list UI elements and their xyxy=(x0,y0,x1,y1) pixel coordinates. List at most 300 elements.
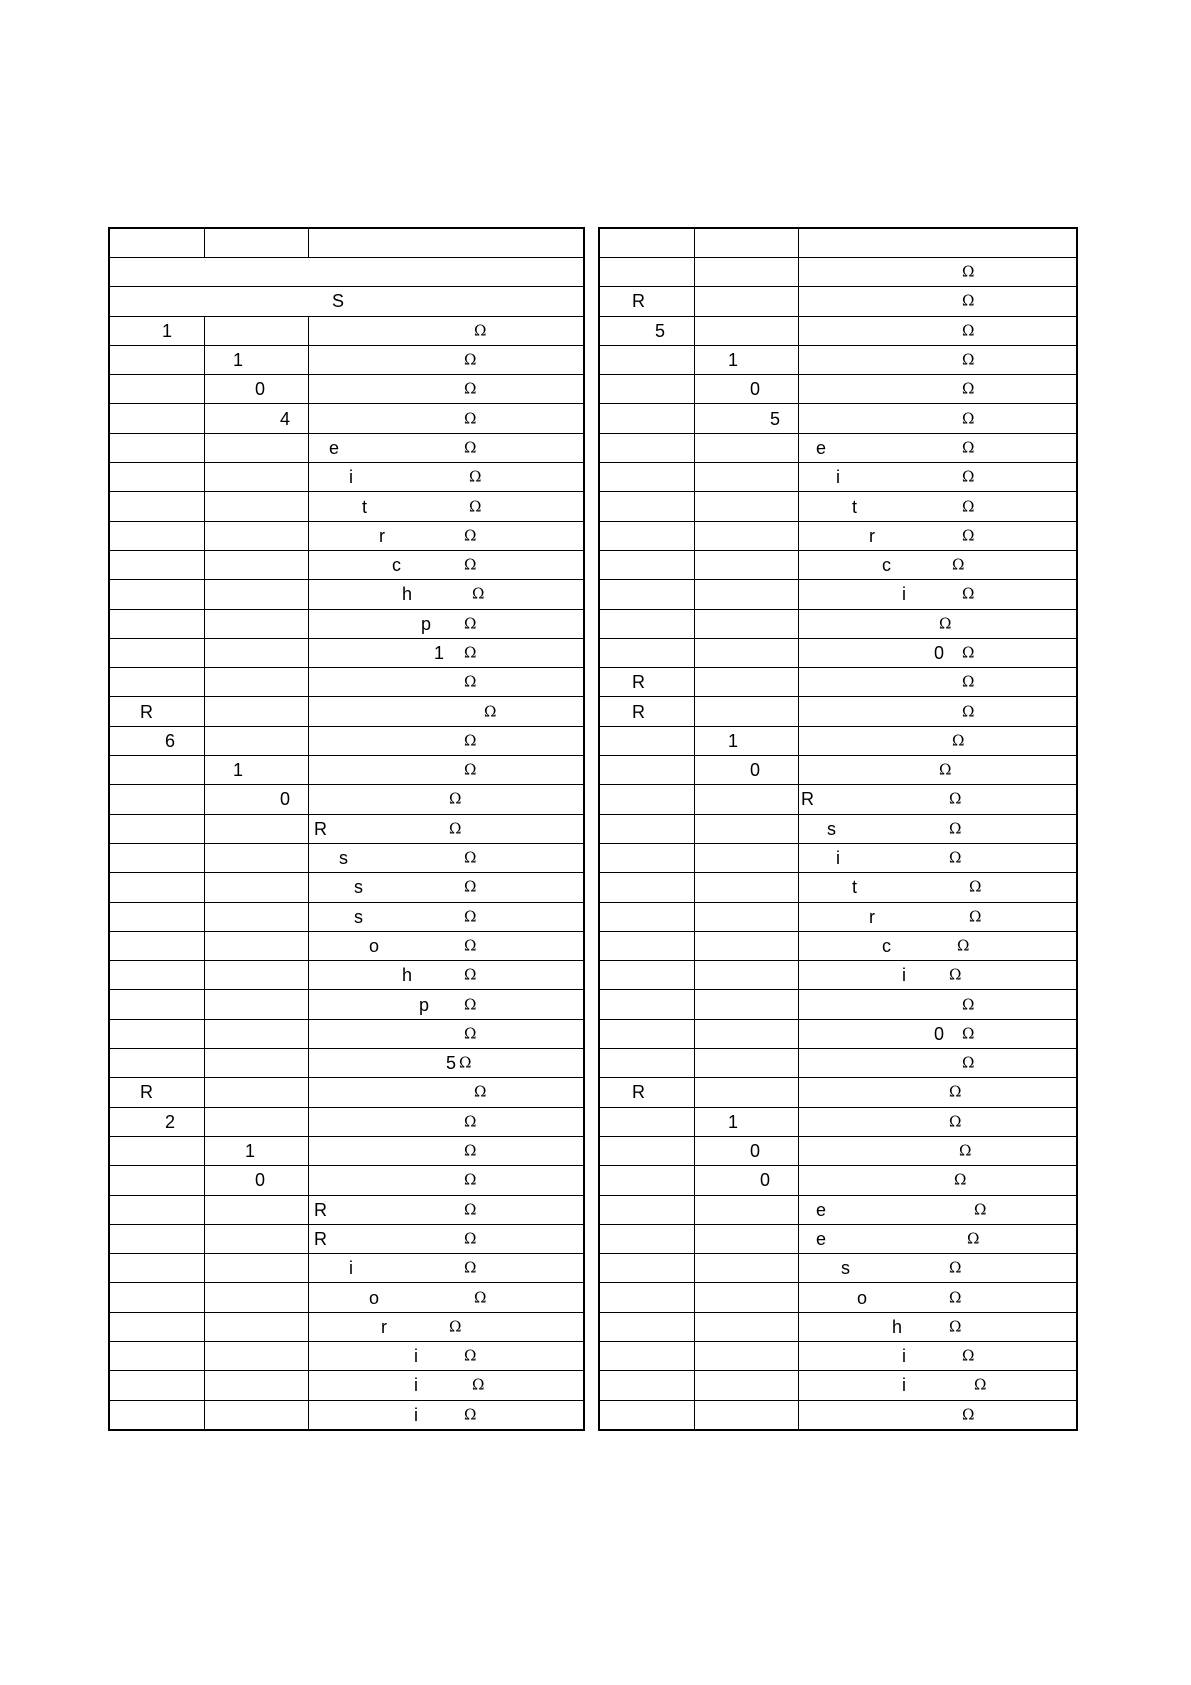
omega-unit-symbol: Ω xyxy=(962,1405,975,1424)
cell-text: 1 xyxy=(728,350,739,371)
left-row-32-c3 xyxy=(309,1166,583,1194)
omega-unit-symbol: Ω xyxy=(949,848,962,867)
cell-text: R xyxy=(632,1082,645,1103)
right-row-2-c2 xyxy=(695,287,799,315)
cell-text: c xyxy=(882,935,891,956)
left-row-28-c2 xyxy=(205,1049,309,1077)
left-row-29 xyxy=(110,1077,583,1106)
left-row-15 xyxy=(110,667,583,696)
right-row-21 xyxy=(600,843,1076,872)
left-row-14-c2 xyxy=(205,639,309,667)
omega-unit-symbol: Ω xyxy=(464,643,477,662)
cell-text: 0 xyxy=(255,379,266,400)
left-row-2 xyxy=(110,286,583,315)
right-row-31-c3 xyxy=(799,1137,1076,1165)
right-row-11 xyxy=(600,550,1076,579)
left-row-38-c3 xyxy=(309,1342,583,1370)
right-row-13-c3 xyxy=(799,610,1076,638)
left-row-33 xyxy=(110,1195,583,1224)
left-row-20-c3 xyxy=(309,815,583,843)
cell-text: 0 xyxy=(750,379,761,400)
left-row-22-c2 xyxy=(205,873,309,901)
left-row-30-c3 xyxy=(309,1108,583,1136)
cell-text: 1 xyxy=(245,1141,256,1162)
left-row-20 xyxy=(110,814,583,843)
left-row-19-c2 xyxy=(205,785,309,813)
right-row-11-c2 xyxy=(695,551,799,579)
cell-text: R xyxy=(314,1199,327,1220)
left-row-38 xyxy=(110,1341,583,1370)
left-row-9-c1 xyxy=(110,492,205,520)
right-row-25-c3 xyxy=(799,961,1076,989)
cell-text: t xyxy=(362,496,368,517)
right-row-37-c1 xyxy=(600,1313,695,1341)
right-row-1-c3 xyxy=(799,258,1076,286)
cell-text: c xyxy=(392,555,401,576)
right-row-16-c2 xyxy=(695,697,799,725)
left-row-11 xyxy=(110,550,583,579)
right-row-10-c3 xyxy=(799,522,1076,550)
left-row-24-c3 xyxy=(309,932,583,960)
cell-text: h xyxy=(402,584,413,605)
left-row-39-c2 xyxy=(205,1371,309,1399)
left-row-29-c1 xyxy=(110,1078,205,1106)
right-row-16-c1 xyxy=(600,697,695,725)
omega-unit-symbol: Ω xyxy=(472,584,485,603)
right-row-30 xyxy=(600,1107,1076,1136)
right-row-17-c1 xyxy=(600,727,695,755)
right-row-20 xyxy=(600,814,1076,843)
right-row-21-c2 xyxy=(695,844,799,872)
omega-unit-symbol: Ω xyxy=(962,702,975,721)
right-row-12-c3 xyxy=(799,580,1076,608)
left-row-14 xyxy=(110,638,583,667)
left-row-11-c1 xyxy=(110,551,205,579)
cell-text: i xyxy=(902,965,906,986)
omega-unit-symbol: Ω xyxy=(464,965,477,984)
right-row-2-c3 xyxy=(799,287,1076,315)
right-row-28-c1 xyxy=(600,1049,695,1077)
right-row-39-c2 xyxy=(695,1371,799,1399)
left-row-29-c2 xyxy=(205,1078,309,1106)
omega-unit-symbol: Ω xyxy=(469,497,482,516)
cell-text: 5 xyxy=(655,320,666,341)
omega-unit-symbol: Ω xyxy=(962,1053,975,1072)
right-row-6-c1 xyxy=(600,404,695,432)
right-row-19-c1 xyxy=(600,785,695,813)
right-row-30-c2 xyxy=(695,1108,799,1136)
left-row-39-c3 xyxy=(309,1371,583,1399)
right-row-10-c1 xyxy=(600,522,695,550)
right-row-39-c1 xyxy=(600,1371,695,1399)
right-row-28 xyxy=(600,1048,1076,1077)
omega-unit-symbol: Ω xyxy=(949,789,962,808)
right-row-4-c1 xyxy=(600,346,695,374)
left-row-34-c1 xyxy=(110,1225,205,1253)
left-row-26-c1 xyxy=(110,990,205,1018)
right-row-15 xyxy=(600,667,1076,696)
omega-unit-symbol: Ω xyxy=(949,819,962,838)
left-row-10-c3 xyxy=(309,522,583,550)
right-row-7-c3 xyxy=(799,434,1076,462)
cell-text: 2 xyxy=(165,1111,176,1132)
right-row-18-c3 xyxy=(799,756,1076,784)
left-row-13-c2 xyxy=(205,610,309,638)
right-row-32-c2 xyxy=(695,1166,799,1194)
right-row-27-c3 xyxy=(799,1020,1076,1048)
left-row-14-c1 xyxy=(110,639,205,667)
omega-unit-symbol: Ω xyxy=(464,1200,477,1219)
omega-unit-symbol: Ω xyxy=(464,409,477,428)
cell-text: p xyxy=(419,994,430,1015)
cell-text: 1 xyxy=(728,730,739,751)
left-row-26 xyxy=(110,989,583,1018)
left-row-0-c2 xyxy=(205,229,309,257)
cell-text: 0 xyxy=(750,1141,761,1162)
right-row-2-c1 xyxy=(600,287,695,315)
left-row-15-c2 xyxy=(205,668,309,696)
right-row-25-c1 xyxy=(600,961,695,989)
right-row-17-c2 xyxy=(695,727,799,755)
omega-unit-symbol: Ω xyxy=(949,1112,962,1131)
left-row-1-span-cell xyxy=(110,258,583,286)
left-row-22 xyxy=(110,872,583,901)
left-row-18 xyxy=(110,755,583,784)
left-row-34-c2 xyxy=(205,1225,309,1253)
right-row-38 xyxy=(600,1341,1076,1370)
right-row-33 xyxy=(600,1195,1076,1224)
left-row-17 xyxy=(110,726,583,755)
omega-unit-symbol: Ω xyxy=(962,1346,975,1365)
left-row-5 xyxy=(110,374,583,403)
omega-unit-symbol: Ω xyxy=(464,555,477,574)
right-row-34 xyxy=(600,1224,1076,1253)
right-row-8 xyxy=(600,462,1076,491)
right-row-0 xyxy=(600,229,1076,257)
left-row-16-c3 xyxy=(309,697,583,725)
right-row-15-c2 xyxy=(695,668,799,696)
omega-unit-symbol: Ω xyxy=(949,1258,962,1277)
right-row-26-c3 xyxy=(799,990,1076,1018)
left-row-21 xyxy=(110,843,583,872)
left-row-7-c1 xyxy=(110,434,205,462)
right-row-33-c2 xyxy=(695,1196,799,1224)
right-row-3-c1 xyxy=(600,317,695,345)
left-row-37-c1 xyxy=(110,1313,205,1341)
left-row-31-c3 xyxy=(309,1137,583,1165)
cell-text: i xyxy=(902,1346,906,1367)
left-row-7-c3 xyxy=(309,434,583,462)
right-row-9-c3 xyxy=(799,492,1076,520)
right-row-30-c1 xyxy=(600,1108,695,1136)
right-row-22-c3 xyxy=(799,873,1076,901)
omega-unit-symbol: Ω xyxy=(472,1375,485,1394)
right-row-27-c2 xyxy=(695,1020,799,1048)
omega-unit-symbol: Ω xyxy=(949,965,962,984)
left-row-30-c2 xyxy=(205,1108,309,1136)
cell-text: o xyxy=(369,935,380,956)
omega-unit-symbol: Ω xyxy=(962,379,975,398)
right-row-39 xyxy=(600,1370,1076,1399)
left-row-12-c2 xyxy=(205,580,309,608)
right-row-36-c1 xyxy=(600,1283,695,1311)
right-row-35-c3 xyxy=(799,1254,1076,1282)
left-row-24-c1 xyxy=(110,932,205,960)
omega-unit-symbol: Ω xyxy=(962,291,975,310)
right-row-0-c2 xyxy=(695,229,799,257)
right-row-4 xyxy=(600,345,1076,374)
right-row-20-c1 xyxy=(600,815,695,843)
omega-unit-symbol: Ω xyxy=(974,1375,987,1394)
left-row-17-c2 xyxy=(205,727,309,755)
left-row-5-c1 xyxy=(110,375,205,403)
right-row-35 xyxy=(600,1253,1076,1282)
right-row-12-c2 xyxy=(695,580,799,608)
left-row-9-c2 xyxy=(205,492,309,520)
left-row-40-c3 xyxy=(309,1401,583,1429)
right-row-13 xyxy=(600,609,1076,638)
left-row-21-c2 xyxy=(205,844,309,872)
right-row-14-c2 xyxy=(695,639,799,667)
cell-text: r xyxy=(869,906,875,927)
cell-text: p xyxy=(421,613,432,634)
cell-text: h xyxy=(402,965,413,986)
omega-unit-symbol: Ω xyxy=(464,438,477,457)
right-row-21-c1 xyxy=(600,844,695,872)
left-row-33-c2 xyxy=(205,1196,309,1224)
omega-unit-symbol: Ω xyxy=(464,936,477,955)
cell-text: e xyxy=(816,437,827,458)
omega-unit-symbol: Ω xyxy=(464,1258,477,1277)
right-row-8-c1 xyxy=(600,463,695,491)
left-row-31 xyxy=(110,1136,583,1165)
cell-text: i xyxy=(414,1404,418,1425)
right-row-23-c2 xyxy=(695,903,799,931)
right-row-23-c3 xyxy=(799,903,1076,931)
right-row-21-c3 xyxy=(799,844,1076,872)
cell-text: o xyxy=(369,1287,380,1308)
cell-text: i xyxy=(836,467,840,488)
left-row-8-c2 xyxy=(205,463,309,491)
right-row-20-c2 xyxy=(695,815,799,843)
right-row-9 xyxy=(600,491,1076,520)
right-row-6-c3 xyxy=(799,404,1076,432)
right-row-12-c1 xyxy=(600,580,695,608)
right-row-7-c1 xyxy=(600,434,695,462)
left-row-23-c3 xyxy=(309,903,583,931)
left-row-8-c3 xyxy=(309,463,583,491)
omega-unit-symbol: Ω xyxy=(949,1082,962,1101)
left-row-2-span-cell xyxy=(110,287,583,315)
right-row-28-c2 xyxy=(695,1049,799,1077)
right-row-29-c1 xyxy=(600,1078,695,1106)
cell-text: R xyxy=(801,789,814,810)
right-row-38-c2 xyxy=(695,1342,799,1370)
left-row-10 xyxy=(110,521,583,550)
right-row-15-c3 xyxy=(799,668,1076,696)
right-row-13-c1 xyxy=(600,610,695,638)
right-row-37-c3 xyxy=(799,1313,1076,1341)
right-row-24-c2 xyxy=(695,932,799,960)
right-row-32-c1 xyxy=(600,1166,695,1194)
omega-unit-symbol: Ω xyxy=(957,936,970,955)
right-row-14-c3 xyxy=(799,639,1076,667)
left-row-40-c2 xyxy=(205,1401,309,1429)
left-row-12-c1 xyxy=(110,580,205,608)
omega-unit-symbol: Ω xyxy=(962,467,975,486)
right-row-9-c1 xyxy=(600,492,695,520)
omega-unit-symbol: Ω xyxy=(969,877,982,896)
left-row-23-c1 xyxy=(110,903,205,931)
left-row-21-c1 xyxy=(110,844,205,872)
cell-text: r xyxy=(381,1316,387,1337)
right-row-12 xyxy=(600,579,1076,608)
cell-text: t xyxy=(852,496,858,517)
cell-text: R xyxy=(632,672,645,693)
left-row-9 xyxy=(110,491,583,520)
left-row-8-c1 xyxy=(110,463,205,491)
left-row-12 xyxy=(110,579,583,608)
right-row-39-c3 xyxy=(799,1371,1076,1399)
cell-text: h xyxy=(892,1316,903,1337)
cell-text: e xyxy=(329,437,340,458)
right-row-34-c1 xyxy=(600,1225,695,1253)
right-row-29-c3 xyxy=(799,1078,1076,1106)
left-row-20-c2 xyxy=(205,815,309,843)
right-row-14 xyxy=(600,638,1076,667)
left-row-0 xyxy=(110,229,583,257)
cell-text: R xyxy=(140,1082,153,1103)
left-row-27-c2 xyxy=(205,1020,309,1048)
left-row-25 xyxy=(110,960,583,989)
left-row-24-c2 xyxy=(205,932,309,960)
left-row-11-c2 xyxy=(205,551,309,579)
left-row-29-c3 xyxy=(309,1078,583,1106)
right-row-31-c1 xyxy=(600,1137,695,1165)
right-row-23 xyxy=(600,902,1076,931)
right-row-31 xyxy=(600,1136,1076,1165)
omega-unit-symbol: Ω xyxy=(464,1112,477,1131)
left-row-36-c1 xyxy=(110,1283,205,1311)
left-row-21-c3 xyxy=(309,844,583,872)
left-row-38-c1 xyxy=(110,1342,205,1370)
right-row-6 xyxy=(600,403,1076,432)
left-row-19 xyxy=(110,784,583,813)
right-row-29 xyxy=(600,1077,1076,1106)
cell-text: 0 xyxy=(750,760,761,781)
left-row-16-c2 xyxy=(205,697,309,725)
right-row-10-c2 xyxy=(695,522,799,550)
omega-unit-symbol: Ω xyxy=(962,262,975,281)
omega-unit-symbol: Ω xyxy=(939,614,952,633)
right-row-11-c1 xyxy=(600,551,695,579)
omega-unit-symbol: Ω xyxy=(464,731,477,750)
right-row-16-c3 xyxy=(799,697,1076,725)
left-row-14-c3 xyxy=(309,639,583,667)
omega-unit-symbol: Ω xyxy=(464,379,477,398)
omega-unit-symbol: Ω xyxy=(449,1317,462,1336)
right-row-2 xyxy=(600,286,1076,315)
omega-unit-symbol: Ω xyxy=(962,643,975,662)
left-row-36-c3 xyxy=(309,1283,583,1311)
left-row-34-c3 xyxy=(309,1225,583,1253)
omega-unit-symbol: Ω xyxy=(962,995,975,1014)
right-row-40-c2 xyxy=(695,1401,799,1429)
omega-unit-symbol: Ω xyxy=(464,907,477,926)
left-row-4-c3 xyxy=(309,346,583,374)
cell-text: i xyxy=(902,1375,906,1396)
right-row-6-c2 xyxy=(695,404,799,432)
omega-unit-symbol: Ω xyxy=(962,321,975,340)
left-row-35-c3 xyxy=(309,1254,583,1282)
left-row-19-c3 xyxy=(309,785,583,813)
left-row-35-c1 xyxy=(110,1254,205,1282)
cell-text: i xyxy=(902,584,906,605)
cell-text: r xyxy=(869,525,875,546)
left-row-32 xyxy=(110,1165,583,1194)
left-row-34 xyxy=(110,1224,583,1253)
right-row-25-c2 xyxy=(695,961,799,989)
omega-unit-symbol: Ω xyxy=(464,1170,477,1189)
omega-unit-symbol: Ω xyxy=(474,1082,487,1101)
cell-text: 1 xyxy=(233,760,244,781)
right-row-36-c2 xyxy=(695,1283,799,1311)
cell-text: s xyxy=(339,848,348,869)
left-row-27-c3 xyxy=(309,1020,583,1048)
right-row-36-c3 xyxy=(799,1283,1076,1311)
right-row-0-c1 xyxy=(600,229,695,257)
omega-unit-symbol: Ω xyxy=(464,848,477,867)
right-row-22-c2 xyxy=(695,873,799,901)
left-row-16-c1 xyxy=(110,697,205,725)
right-row-23-c1 xyxy=(600,903,695,931)
left-row-39-c1 xyxy=(110,1371,205,1399)
cell-text: R xyxy=(632,701,645,722)
right-row-35-c1 xyxy=(600,1254,695,1282)
cell-text: 6 xyxy=(165,730,176,751)
omega-unit-symbol: Ω xyxy=(962,350,975,369)
omega-unit-symbol: Ω xyxy=(464,614,477,633)
cell-text: s xyxy=(827,818,836,839)
right-row-1-c1 xyxy=(600,258,695,286)
left-row-28-c1 xyxy=(110,1049,205,1077)
left-row-22-c3 xyxy=(309,873,583,901)
omega-unit-symbol: Ω xyxy=(464,1405,477,1424)
right-row-22 xyxy=(600,872,1076,901)
left-row-37 xyxy=(110,1312,583,1341)
omega-unit-symbol: Ω xyxy=(962,1024,975,1043)
omega-unit-symbol: Ω xyxy=(949,1317,962,1336)
left-row-3-c1 xyxy=(110,317,205,345)
left-row-4-c1 xyxy=(110,346,205,374)
right-row-4-c3 xyxy=(799,346,1076,374)
cell-text: 0 xyxy=(934,1023,945,1044)
omega-unit-symbol: Ω xyxy=(962,584,975,603)
left-row-9-c3 xyxy=(309,492,583,520)
omega-unit-symbol: Ω xyxy=(464,760,477,779)
left-row-10-c2 xyxy=(205,522,309,550)
cell-text: i xyxy=(836,848,840,869)
left-row-36 xyxy=(110,1282,583,1311)
left-row-35-c2 xyxy=(205,1254,309,1282)
right-row-34-c3 xyxy=(799,1225,1076,1253)
left-row-31-c1 xyxy=(110,1137,205,1165)
omega-unit-symbol: Ω xyxy=(962,438,975,457)
right-row-3-c3 xyxy=(799,317,1076,345)
left-row-20-c1 xyxy=(110,815,205,843)
left-resistance-table xyxy=(108,227,585,1431)
omega-unit-symbol: Ω xyxy=(962,672,975,691)
